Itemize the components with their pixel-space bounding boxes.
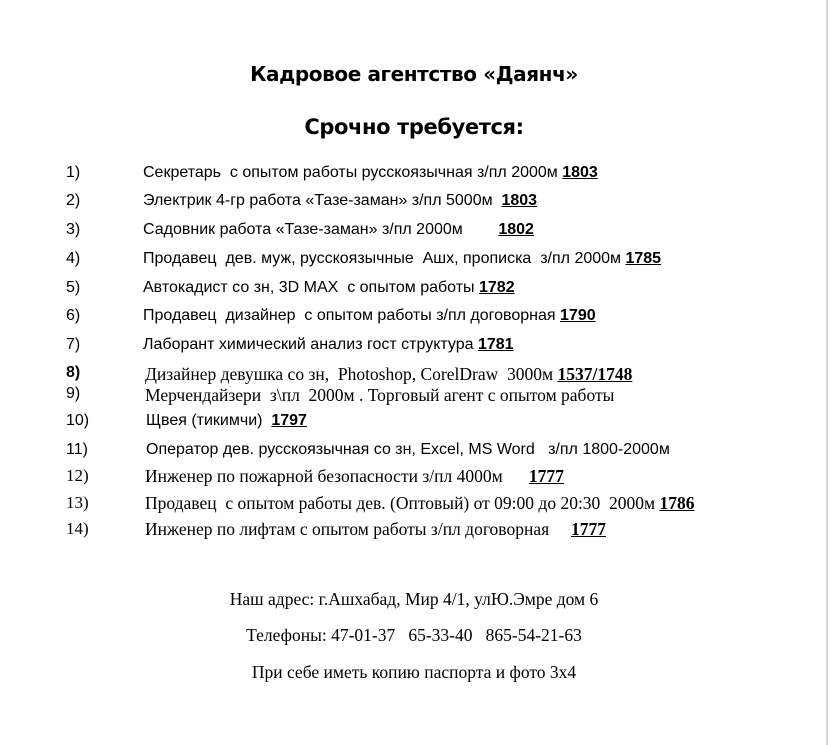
documents-note: При себе иметь копию паспорта и фото 3х4: [251, 662, 577, 682]
vacancy-code: 1803: [562, 164, 598, 181]
vacancy-item: [0, 336, 828, 360]
vacancy-text: Секретарь с опытом работы русскоязычная з/пл 2000м: [143, 164, 563, 181]
vacancy-item: [0, 493, 828, 517]
vacancy-text: Электрик 4-гр работа «Тазе-заман» з/пл 5000м: [143, 192, 502, 209]
vacancy-number: 11): [66, 441, 88, 458]
vacancy-code: 1782: [479, 279, 515, 296]
phones-line: Телефоны: 47-01-37 65-33-40 865-54-21-63: [246, 625, 582, 645]
vacancy-item: [0, 192, 828, 216]
vacancy-number: 12): [66, 466, 89, 485]
vacancy-item: [0, 164, 828, 188]
vacancy-text-line: [143, 221, 534, 239]
vacancy-text: Садовник работа «Тазе-заман» з/пл 2000м: [143, 221, 499, 238]
vacancy-text: Продавец с опытом работы дев. (Оптовый) от 09:00 до 20:30 2000м: [145, 493, 660, 513]
vacancy-text: Инженер по лифтам с опытом работы з/пл договорная: [145, 519, 572, 539]
vacancy-text: Оператор дев. русскоязычная со зн, Excel, MS Word з/пл 1800-2000м: [146, 441, 670, 458]
vacancy-item: [0, 307, 828, 331]
vacancy-text-line: [145, 466, 564, 487]
vacancy-number: 4): [66, 250, 81, 267]
vacancy-text: Щвея (тикимчи): [146, 412, 272, 429]
vacancy-number: 6): [66, 307, 81, 324]
vacancy-text-line: [145, 493, 695, 514]
vacancy-code: 1797: [271, 412, 307, 429]
vacancy-text: Автокадист со зн, 3D MAX с опытом работы: [143, 279, 479, 296]
vacancy-number: 8): [66, 364, 81, 381]
vacancy-number: 7): [66, 336, 81, 353]
vacancy-text-line: [146, 441, 670, 459]
vacancy-number: 1): [66, 164, 81, 181]
vacancy-code: 1781: [477, 336, 514, 353]
vacancy-item: [0, 466, 828, 490]
vacancy-item: [0, 441, 828, 465]
vacancy-text: Инженер по пожарной безопасности з/пл 4000м: [145, 466, 529, 486]
vacancy-number: 5): [66, 279, 81, 296]
vacancy-code: 1777: [571, 519, 607, 539]
vacancy-text-line: [143, 250, 661, 268]
vacancy-text: Продавец дев. муж, русскоязычные Ашх, прописка з/пл 2000м: [143, 250, 626, 267]
vacancy-item: [0, 279, 828, 303]
vacancy-text-line: [143, 279, 515, 297]
vacancy-text: Дизайнер девушка со зн, Photoshop, CorelDraw 3000м: [145, 364, 558, 384]
vacancy-text: Продавец дизайнер с опытом работы з/пл договорная: [143, 307, 561, 324]
vacancy-code: 1803: [501, 192, 538, 209]
vacancy-number: 10): [66, 412, 90, 429]
vacancy-item: [0, 250, 828, 274]
vacancy-code: 1777: [528, 466, 564, 486]
vacancy-text-line: [145, 385, 614, 406]
vacancy-item: [0, 385, 828, 409]
vacancy-text-line: [146, 412, 307, 430]
vacancy-text-line: [145, 364, 632, 385]
vacancy-number: 3): [66, 221, 81, 238]
vacancy-text-line: [143, 192, 537, 210]
vacancy-text: Лаборант химический анализ гост структура: [143, 336, 478, 353]
vacancy-text-line: [143, 164, 598, 182]
vacancy-number: 13): [66, 493, 89, 512]
vacancy-code: 1802: [498, 221, 534, 238]
vacancy-text: Мерчендайзери з\пл 2000м . Торговый агент с опытом работы: [145, 385, 615, 405]
agency-title: Кадровое агентство «Даянч»: [250, 62, 578, 86]
vacancy-text-line: [143, 336, 514, 354]
vacancy-code: 1790: [560, 307, 596, 324]
vacancy-item: [0, 221, 828, 245]
vacancy-code: 1537/1748: [557, 364, 633, 384]
vacancy-text-line: [143, 307, 596, 325]
vacancy-text-line: [145, 519, 606, 540]
vacancy-number: 9): [66, 385, 81, 402]
vacancy-code: 1785: [625, 250, 662, 267]
vacancy-number: 2): [66, 192, 81, 209]
vacancy-number: 14): [66, 519, 89, 538]
urgent-subtitle: Срочно требуется:: [304, 115, 524, 139]
vacancy-item: [0, 519, 828, 543]
address-line: Наш адрес: г.Ашхабад, Мир 4/1, улЮ.Эмре дом 6: [229, 589, 599, 609]
vacancy-code: 1786: [659, 493, 695, 513]
vacancy-item: [0, 412, 828, 436]
